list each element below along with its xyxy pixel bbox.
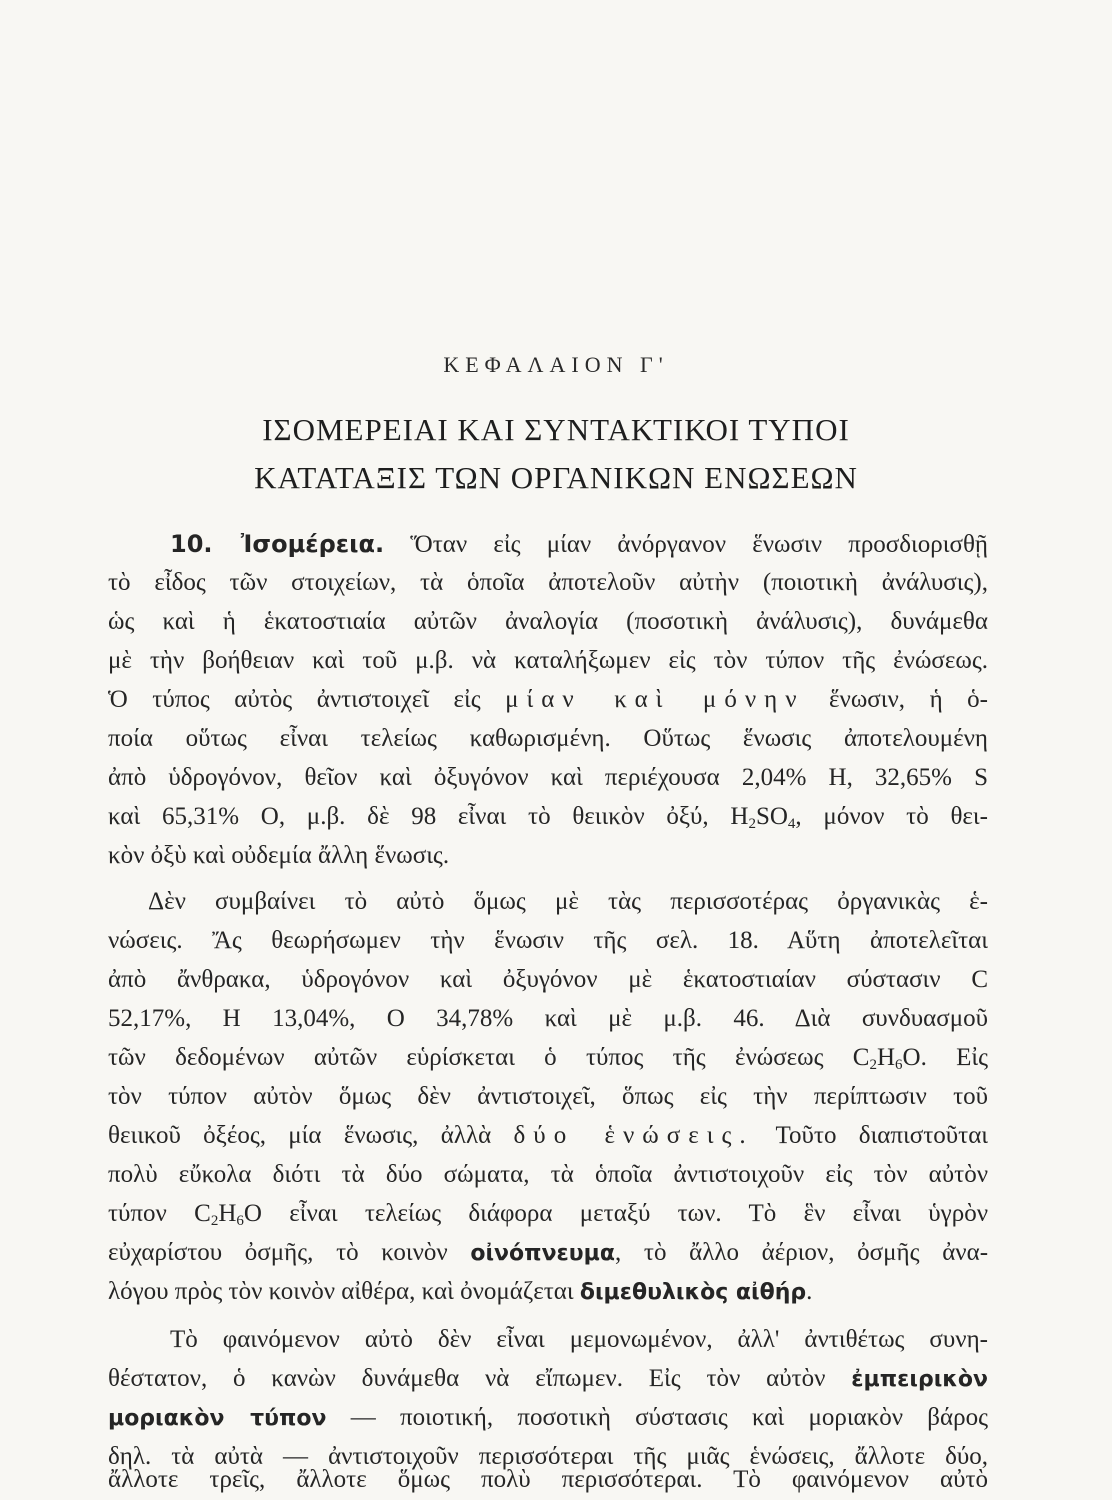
- bold-term-oinopneuma: οἰνόπνευμα: [470, 1241, 615, 1266]
- paragraph-2-line-1: Δὲν συμβαίνει τὸ αὐτὸ ὅμως μὲ τὰς περισσοτέρας ὀργανικὰς ἑ-: [148, 888, 988, 915]
- paragraph-3-line-4: δηλ. τὰ αὐτὰ — ἀντιστοιχοῦν περισσότεραι τῆς μιᾶς ἑνώσεις, ἄλλοτε δύο,: [108, 1443, 988, 1470]
- paragraph-2-line-8: πολὺ εὔκολα διότι τὰ δύο σώματα, τὰ ὁποῖα ἀντιστοιχοῦν εἰς τὸν αὐτὸν: [108, 1161, 988, 1188]
- paragraph-1-line-9: κὸν ὀξὺ καὶ οὐδεμία ἄλλη ἕνωσις.: [108, 842, 450, 869]
- paragraph-2-line-3: ἀπὸ ἄνθρακα, ὑδρογόνον καὶ ὀξυγόνον μὲ ἑκατοστιαίαν σύστασιν C: [108, 966, 988, 993]
- paragraph-3-line-5: ἄλλοτε τρεῖς, ἄλλοτε ὅμως πολὺ περισσότεραι. Τὸ φαινόμενον αὐτὸ: [108, 1466, 988, 1493]
- chapter-label: ΚΕΦΑΛΑΙΟΝ Γ': [443, 352, 669, 377]
- paragraph-2-line-9: τύπον $C_2H_6O$ εἶναι τελείως διάφορα μεταξύ των. Τὸ ἓν εἶναι ὑγρὸν: [108, 1200, 988, 1229]
- paragraph-2-line-5: τῶν δεδομένων αὐτῶν εὑρίσκεται ὁ τύπος τῆς ἐνώσεως $C_2H_6O$. Εἰς: [108, 1044, 988, 1073]
- paragraph-1-line-7: ἀπὸ ὑδρογόνον, θεῖον καὶ ὀξυγόνον καὶ περιέχουσα 2,04% H, 32,65% S: [108, 764, 988, 791]
- bold-term-molecular-formula: μοριακὸν τύπον: [108, 1406, 327, 1431]
- paragraph-2-line-7: θειικοῦ ὀξέος, μία ἕνωσις, ἀλλὰ δύο ἑνώσεις. Τοῦτο διαπιστοῦται: [108, 1122, 989, 1149]
- chapter-title-line-1: ΙΣΟΜΕΡΕΙΑΙ ΚΑΙ ΣΥΝΤΑΚΤΙΚΟΙ ΤΥΠΟΙ: [262, 412, 850, 447]
- paragraph-1-line-4: μὲ τὴν βοήθειαν καὶ τοῦ μ.β. νὰ καταλήξωμεν εἰς τὸν τύπον τῆς ἐνώσεως.: [108, 647, 988, 674]
- bold-term-dimethyl-ether: διμεθυλικὸς αἰθήρ: [579, 1280, 807, 1305]
- paragraph-2-line-2: νώσεις. Ἄς θεωρήσωμεν τὴν ἕνωσιν τῆς σελ. 18. Αὕτη ἀποτελεῖται: [108, 927, 988, 954]
- paragraph-2-line-10: εὐχαρίστου ὀσμῆς, τὸ κοινὸν οἰνόπνευμα, τὸ ἄλλο ἀέριον, ὀσμῆς ἀνα-: [108, 1239, 989, 1266]
- paragraph-1-line-5: Ὁ τύπος αὐτὸς ἀντιστοιχεῖ εἰς μίαν καὶ μόνην ἕνωσιν, ἡ ὁ-: [108, 686, 989, 713]
- paragraph-3-line-2: θέστατον, ὁ κανὼν δυνάμεθα νὰ εἴπωμεν. Εἰς τὸν αὐτὸν ἐμπειρικὸν: [108, 1365, 989, 1392]
- paragraph-3-line-3: μοριακὸν τύπον — ποιοτική, ποσοτικὴ σύστασις καὶ μοριακὸν βάρος: [108, 1404, 988, 1431]
- section-heading: 10. Ἰσομέρεια.: [170, 530, 385, 558]
- paragraph-2-line-6: τὸν τύπον αὐτὸν ὅμως δὲν ἀντιστοιχεῖ, ὅπως εἰς τὴν περίπτωσιν τοῦ: [108, 1083, 988, 1110]
- emphasis-spaced: μίαν καὶ μόνην: [505, 686, 805, 713]
- paragraph-1-line-1: 10. Ἰσομέρεια. Ὅταν εἰς μίαν ἀνόργανον ἕνωσιν προσδιορισθῇ: [170, 530, 988, 558]
- paragraph-1-line-8: καὶ 65,31% O, μ.β. δὲ 98 εἶναι τὸ θειικὸν ὀξύ, $H_2SO_4$, μόνον τὸ θει-: [108, 803, 988, 832]
- chapter-title-line-2: ΚΑΤΑΤΑΞΙΣ ΤΩΝ ΟΡΓΑΝΙΚΩΝ ΕΝΩΣΕΩΝ: [254, 460, 858, 495]
- emphasis-spaced: δύο ἑνώσεις.: [513, 1122, 754, 1149]
- paragraph-1-line-2: τὸ εἶδος τῶν στοιχείων, τὰ ὁποῖα ἀποτελοῦν αὐτὴν (ποιοτικὴ ἀνάλυσις),: [108, 569, 988, 596]
- paragraph-2-line-4: 52,17%, H 13,04%, O 34,78% καὶ μὲ μ.β. 46. Διὰ συνδυασμοῦ: [108, 1005, 988, 1032]
- paragraph-3-line-1: Τὸ φαινόμενον αὐτὸ δὲν εἶναι μεμονωμένον, ἀλλ' ἀντιθέτως συνη-: [170, 1326, 988, 1353]
- paragraph-1-line-3: ὡς καὶ ἡ ἑκατοστιαία αὐτῶν ἀναλογία (ποσοτικὴ ἀνάλυσις), δυνάμεθα: [108, 608, 988, 635]
- paragraph-2-line-11: λόγου πρὸς τὸν κοινὸν αἰθέρα, καὶ ὀνομάζεται διμεθυλικὸς αἰθήρ.: [108, 1278, 813, 1305]
- bold-term-empirical: ἐμπειρικὸν: [851, 1367, 989, 1392]
- paragraph-1-line-6: ποία οὕτως εἶναι τελείως καθωρισμένη. Οὕτως ἕνωσις ἀποτελουμένη: [108, 725, 988, 752]
